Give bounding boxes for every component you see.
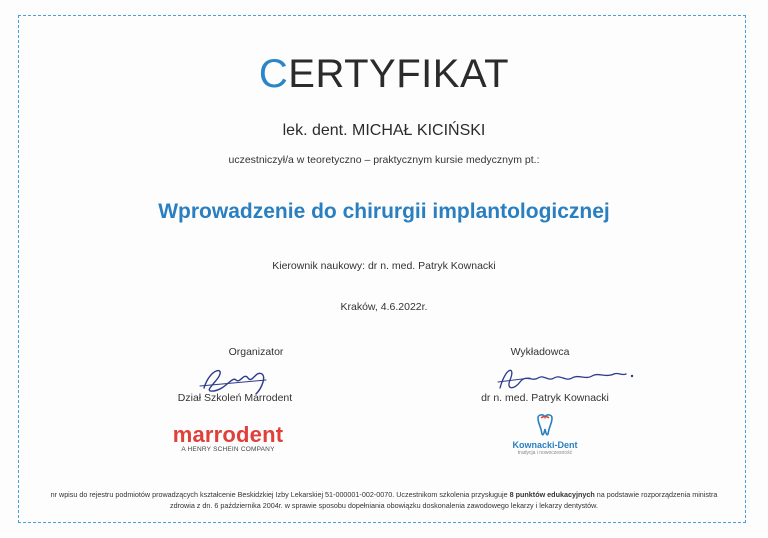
scientific-supervisor: Kierownik naukowy: dr n. med. Patryk Kownacki bbox=[272, 260, 496, 272]
course-title: Wprowadzenie do chirurgii implantologicznej bbox=[158, 200, 610, 223]
certificate-title bbox=[0, 52, 768, 97]
lecturer-name: dr n. med. Patryk Kownacki bbox=[481, 392, 609, 404]
footer-line-2: zdrowia z dn. 6 października 2004r. w sprawie sposobu dopełniania obowiązku doskonalenia zawodowego lekarzy i lekarzy dentystów. bbox=[170, 501, 598, 510]
footer-line-1-end: na podstawie rozporządzenia ministra bbox=[594, 490, 718, 499]
footer-points: 8 punktów edukacyjnych bbox=[509, 490, 595, 499]
kownacki-dent-name: Kownacki-Dent bbox=[512, 440, 578, 450]
kownacki-dent-logo bbox=[500, 412, 590, 456]
lecturer-signature bbox=[490, 360, 640, 396]
footer-line-1-start: nr wpisu do rejestru podmiotów prowadzących kształcenie Beskidzkiej Izby Lekarskiej 51-000001-002-0070. Uczestnikom szkolenia przysługuje bbox=[50, 490, 510, 499]
marrodent-logo bbox=[158, 422, 298, 453]
tooth-icon bbox=[532, 412, 558, 438]
organizer-label: Organizator bbox=[228, 346, 284, 358]
organizer-name: Dział Szkoleń Marrodent bbox=[177, 392, 293, 404]
recipient-name: lek. dent. MICHAŁ KICIŃSKI bbox=[282, 122, 486, 139]
kownacki-dent-tagline: tradycja i nowoczesność bbox=[517, 450, 573, 456]
participation-text: uczestniczył/a w teoretyczno – praktycznym kursie medycznym pt.: bbox=[228, 154, 540, 166]
accreditation-footer bbox=[30, 489, 738, 511]
marrodent-subline: A HENRY SCHEIN COMPANY bbox=[181, 446, 275, 453]
lecturer-label: Wykładowca bbox=[510, 346, 570, 358]
marrodent-wordmark: marrodent bbox=[172, 422, 284, 447]
place-and-date: Kraków, 4.6.2022r. bbox=[340, 301, 428, 313]
footer-line-1 bbox=[30, 489, 738, 500]
title-first-letter: C bbox=[258, 52, 289, 96]
title-rest: ERTYFIKAT bbox=[288, 52, 510, 96]
